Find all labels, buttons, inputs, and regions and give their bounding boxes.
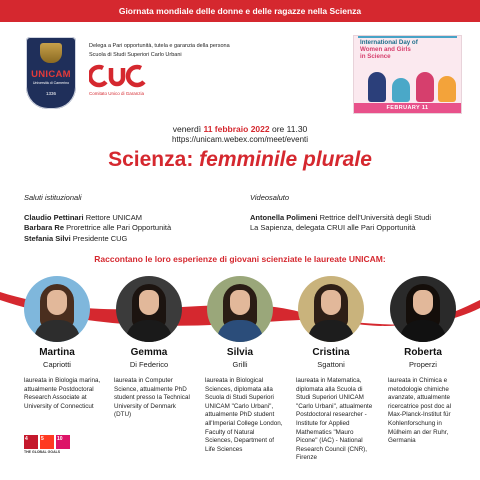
unicam-year: 1336 — [45, 91, 56, 96]
poster-title-line-1: International Day of — [360, 39, 418, 46]
greeting-role: Rettore UNICAM — [85, 212, 142, 222]
event-title-italic: femminile plurale — [199, 148, 372, 171]
scientist-figure-icon — [368, 72, 386, 102]
speaker-first-name: Gemma — [130, 347, 168, 358]
speaker-description: laureata in Matematica, diplomata alla Scuola di Studi Superiori UNICAM "Carlo Urbani", attualmente Postdoctoral researcher - Institute for Applied Mathematics "Mauro Picone" (IAC) - National Research Council (CNR), Firenze — [296, 377, 373, 462]
speaker-first-name: Roberta — [404, 347, 442, 358]
poster-date: FEBRUARY 11 — [354, 103, 461, 113]
greeting-item — [24, 234, 171, 245]
greeting-item — [24, 223, 171, 234]
greeting-name: Barbara Re — [24, 223, 65, 232]
delega-line-2: Scuola di Studi Superiori Carlo Urbani — [89, 52, 182, 58]
poster-title-line-3: in Science — [360, 52, 391, 60]
speaker-last-name: Di Federico — [129, 360, 169, 369]
speaker-photo-silvia — [207, 276, 273, 342]
greeting-name: Stefania Silvi — [24, 233, 71, 243]
sdg-tile-5: 5 — [40, 435, 54, 449]
sdg-caption: THE GLOBAL GOALS — [24, 450, 61, 454]
speaker-photo-roberta — [390, 276, 456, 342]
speaker-description: laureata in Biological Sciences, diplomata alla Scuola di Studi Superiori UNICAM "Carlo Urbani", attualmente PhD student all'Imperial College London, Faculty of Natural Sciences, Department of Life Sciences — [205, 377, 283, 453]
crest-icon — [40, 43, 62, 63]
unicam-logo — [26, 37, 76, 109]
event-url[interactable]: https://unicam.webex.com/meet/eventi — [171, 135, 309, 144]
top-banner — [0, 0, 480, 22]
speaker-first-name: Cristina — [312, 347, 350, 358]
greetings-block — [24, 193, 171, 244]
speaker-photo-cristina — [298, 276, 364, 342]
scientist-figure-icon — [416, 72, 434, 102]
banner-text: Giornata mondiale delle donne e delle ragazze nella Scienza — [118, 6, 362, 16]
sdg-tile-10: 10 — [56, 435, 70, 449]
speaker-last-name: Sgattoni — [317, 360, 345, 369]
unicam-subtitle: Università di Camerino — [32, 81, 70, 85]
event-day: venerdì — [172, 124, 202, 134]
scientist-figure-icon — [438, 76, 456, 102]
poster-title-line-2: Women and Girls — [360, 45, 411, 53]
cug-caption: Comitato Unico di Garanzia — [89, 91, 145, 96]
speaker-last-name: Grilli — [232, 360, 248, 369]
event-title — [0, 148, 480, 172]
poster-title — [360, 40, 418, 60]
speaker-photo-martina — [24, 276, 90, 342]
sdg-tile-4: 4 — [24, 435, 38, 449]
delega-line-1: Delega a Pari opportunità, tutela e garanzia della persona — [89, 43, 230, 49]
speaker-first-name: Martina — [39, 347, 75, 358]
event-date: 11 febbraio 2022 — [203, 124, 270, 134]
greeting-role: Prorettrice alle Pari Opportunità — [66, 223, 172, 232]
speaker-description: laureata in Biologia marina, attualmente Postdoctoral Research Associate at University of Connecticut — [24, 377, 101, 410]
video-name: Antonella Polimeni — [250, 212, 318, 222]
video-item — [250, 213, 431, 224]
delega-text — [89, 42, 230, 60]
flask-figure-icon — [392, 78, 410, 102]
speakers-heading: Raccontano le loro esperienze di giovani scienziate le laureate UNICAM: — [94, 254, 386, 264]
greeting-item — [24, 213, 171, 224]
speaker-photo-gemma — [116, 276, 182, 342]
video-role-line-2: La Sapienza, delegata CRUI alle Pari Opportunità — [250, 223, 416, 232]
speaker-description: laureata in Chimica e metodologie chimiche avanzate, attualmente ricercatrice post doc al Max-Planck-Institut für Kohlenforschung in Mülheim an der Ruhr, Germania — [388, 377, 451, 445]
event-time: ore 11.30 — [271, 124, 308, 134]
speaker-last-name: Properzi — [409, 360, 437, 369]
speaker-last-name: Capriotti — [43, 360, 71, 369]
speaker-description: laureata in Computer Science, attualmente PhD student presso la Technical University of Denmark (DTU) — [114, 377, 190, 419]
poster-top-line — [358, 36, 457, 38]
greeting-name: Claudio Pettinari — [24, 212, 84, 222]
greetings-heading: Saluti istituzionali — [24, 193, 82, 202]
event-title-plain: Scienza: — [108, 148, 194, 171]
event-date-line — [0, 124, 480, 134]
greeting-role: Presidente CUG — [72, 233, 128, 243]
video-greeting-block — [250, 193, 431, 234]
international-day-poster — [353, 35, 462, 114]
video-role-line-1: Rettrice dell'Università degli Studi — [319, 212, 432, 222]
unicam-name: UNICAM — [31, 69, 71, 80]
video-heading: Videosaluto — [250, 193, 290, 202]
speaker-first-name: Silvia — [226, 347, 254, 358]
cug-logo — [89, 64, 149, 88]
